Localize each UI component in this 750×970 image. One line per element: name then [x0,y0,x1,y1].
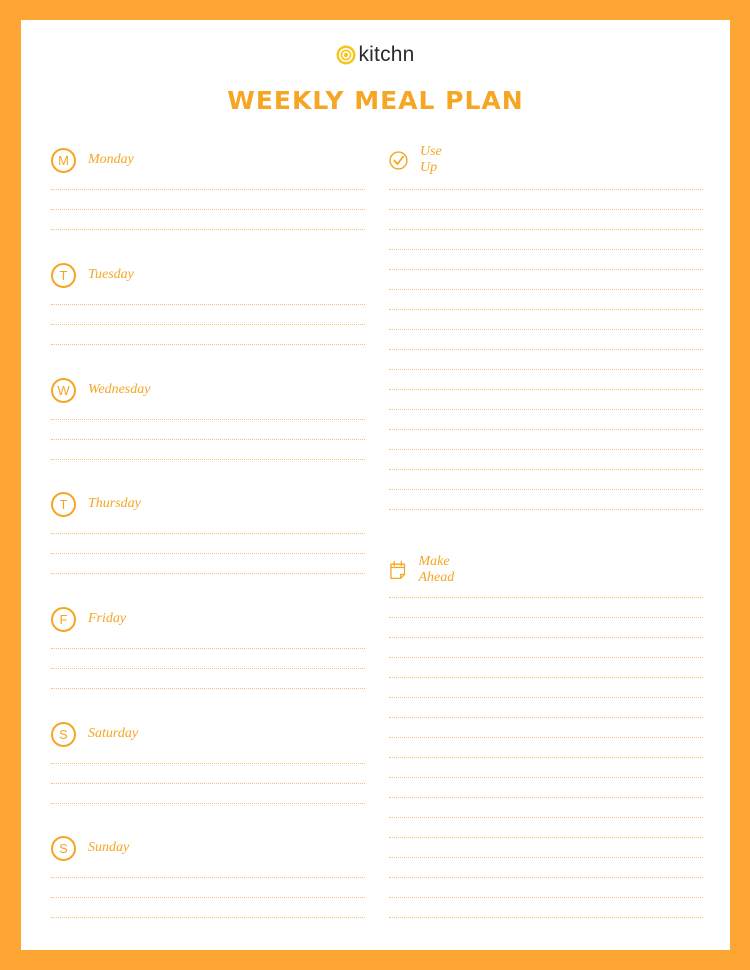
day-initial-badge: F [51,607,76,632]
writing-line[interactable] [389,617,703,618]
writing-line[interactable] [389,269,703,270]
writing-line[interactable] [51,803,365,804]
writing-line[interactable] [389,389,703,390]
writing-line[interactable] [51,304,365,305]
make-ahead-label: Make Ahead [418,554,455,585]
day-initial-badge: S [51,836,76,861]
writing-line[interactable] [389,509,703,510]
day-label: Monday [88,152,134,167]
writing-line[interactable] [51,419,365,420]
writing-line[interactable] [389,209,703,210]
checkmark-circle-icon [389,147,408,174]
writing-line[interactable] [389,877,703,878]
writing-line[interactable] [389,597,703,598]
writing-line[interactable] [389,737,703,738]
day-label: Sunday [88,840,130,855]
writing-line[interactable] [51,763,365,764]
writing-line[interactable] [389,309,703,310]
writing-line[interactable] [389,717,703,718]
writing-line[interactable] [389,229,703,230]
day-label: Thursday [88,496,141,511]
brand-name: kitchn [358,43,415,66]
meal-plan-sheet [21,20,730,950]
day-label: Saturday [88,726,139,741]
writing-line[interactable] [389,897,703,898]
writing-line[interactable] [389,697,703,698]
writing-line[interactable] [51,688,365,689]
writing-line[interactable] [389,817,703,818]
writing-line[interactable] [51,209,365,210]
writing-line[interactable] [51,648,365,649]
writing-line[interactable] [389,429,703,430]
writing-line[interactable] [51,917,365,918]
writing-line[interactable] [51,897,365,898]
writing-line[interactable] [389,249,703,250]
writing-line[interactable] [389,837,703,838]
writing-line[interactable] [389,349,703,350]
writing-line[interactable] [389,469,703,470]
writing-line[interactable] [51,573,365,574]
writing-line[interactable] [389,657,703,658]
page-title: WEEKLY MEAL PLAN [227,86,524,115]
writing-line[interactable] [389,797,703,798]
writing-line[interactable] [51,783,365,784]
writing-line[interactable] [389,329,703,330]
writing-line[interactable] [389,757,703,758]
day-label: Tuesday [88,267,134,282]
writing-line[interactable] [389,637,703,638]
writing-line[interactable] [389,409,703,410]
writing-line[interactable] [51,344,365,345]
kitchn-spiral-logo-icon [336,45,356,65]
day-initial-badge: T [51,492,76,517]
day-initial-badge: S [51,722,76,747]
writing-line[interactable] [389,677,703,678]
writing-line[interactable] [51,533,365,534]
day-initial-badge: T [51,263,76,288]
day-initial-badge: W [51,378,76,403]
writing-line[interactable] [389,777,703,778]
calendar-icon [389,555,406,585]
day-initial-badge: M [51,148,76,173]
writing-line[interactable] [51,668,365,669]
writing-line[interactable] [51,324,365,325]
writing-line[interactable] [51,553,365,554]
writing-line[interactable] [389,289,703,290]
writing-line[interactable] [389,857,703,858]
day-label: Friday [88,611,127,626]
day-label: Wednesday [88,382,151,397]
writing-line[interactable] [389,369,703,370]
writing-line[interactable] [51,439,365,440]
writing-line[interactable] [389,449,703,450]
writing-line[interactable] [51,189,365,190]
brand-logo [21,44,730,66]
writing-line[interactable] [389,489,703,490]
writing-line[interactable] [51,877,365,878]
writing-line[interactable] [389,917,703,918]
use-up-label: Use Up [419,144,442,175]
writing-line[interactable] [51,459,365,460]
writing-line[interactable] [51,229,365,230]
writing-line[interactable] [389,189,703,190]
